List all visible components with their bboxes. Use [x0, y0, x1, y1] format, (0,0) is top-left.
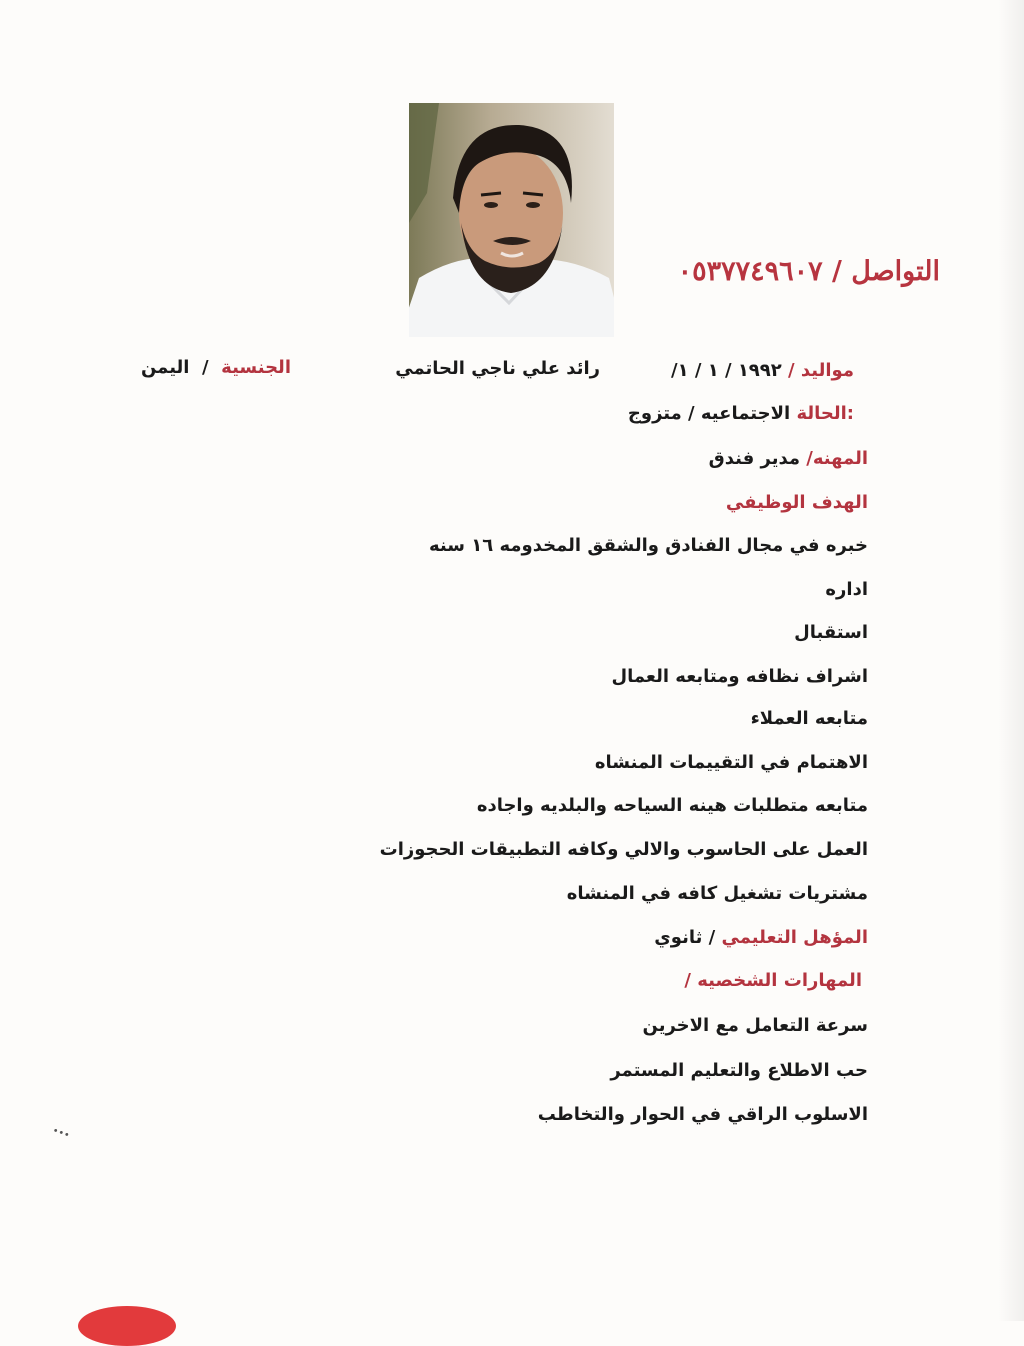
contact-label: التواصل / — [832, 256, 940, 287]
profile-photo-drawing — [409, 103, 614, 337]
objective-item: خبره في مجال الفنادق والشقق المخدومه ١٦ سنه — [428, 535, 868, 556]
objective-item: الاهتمام في التقييمات المنشاه — [594, 752, 868, 773]
education-line — [654, 925, 868, 951]
objective-item: متابعه العملاء — [750, 708, 868, 729]
profile-photo — [409, 103, 614, 337]
contact-line — [678, 250, 940, 294]
birth-date-label: مواليد / — [788, 360, 854, 381]
scan-speck: ••• — [50, 1125, 72, 1142]
education-label: المؤهل التعليمي — [721, 927, 868, 948]
nationality-value: اليمن — [140, 357, 190, 378]
education-separator: / — [708, 927, 716, 948]
objective-item: اشراف نظافه ومتابعه العمال — [611, 666, 868, 687]
profession-value: مدير فندق — [708, 448, 800, 469]
marital-status-line — [628, 401, 854, 427]
profession-label: المهنه/ — [806, 448, 868, 469]
skill-item: الاسلوب الراقي في الحوار والتخاطب — [537, 1104, 868, 1125]
nationality-separator: / — [202, 357, 209, 378]
scan-edge-shade — [998, 0, 1024, 1321]
marital-status-value: الاجتماعيه / متزوج — [627, 403, 791, 424]
full-name: رائد علي ناجي الحاتمي — [395, 358, 600, 379]
skills-heading: المهارات الشخصيه / — [684, 970, 862, 991]
birth-date-line — [671, 358, 854, 384]
marital-status-label: :الحالة — [796, 403, 854, 424]
contact-phone: ٠٥٣٧٧٤٩٦٠٧ — [677, 256, 823, 287]
skill-item: سرعة التعامل مع الاخرين — [642, 1015, 868, 1036]
objective-item: متابعه متطلبات هينه السياحه والبلديه واجاده — [476, 795, 868, 816]
objective-item: العمل على الحاسوب والالي وكافه التطبيقات الحجوزات — [379, 839, 868, 860]
education-value: ثانوي — [654, 927, 703, 948]
red-stamp-mark — [78, 1306, 176, 1346]
nationality-line — [141, 355, 291, 381]
nationality-label: الجنسية — [221, 357, 291, 378]
objective-item: مشتريات تشغيل كافه في المنشاه — [566, 883, 868, 904]
birth-date-value: ١٩٩٢ / ١ / ١/ — [671, 360, 782, 381]
profession-line — [709, 446, 868, 472]
skill-item: حب الاطلاع والتعليم المستمر — [610, 1060, 868, 1081]
objective-heading: الهدف الوظيفي — [725, 492, 868, 513]
objective-item: اداره — [825, 579, 868, 600]
objective-item: استقبال — [794, 622, 868, 643]
